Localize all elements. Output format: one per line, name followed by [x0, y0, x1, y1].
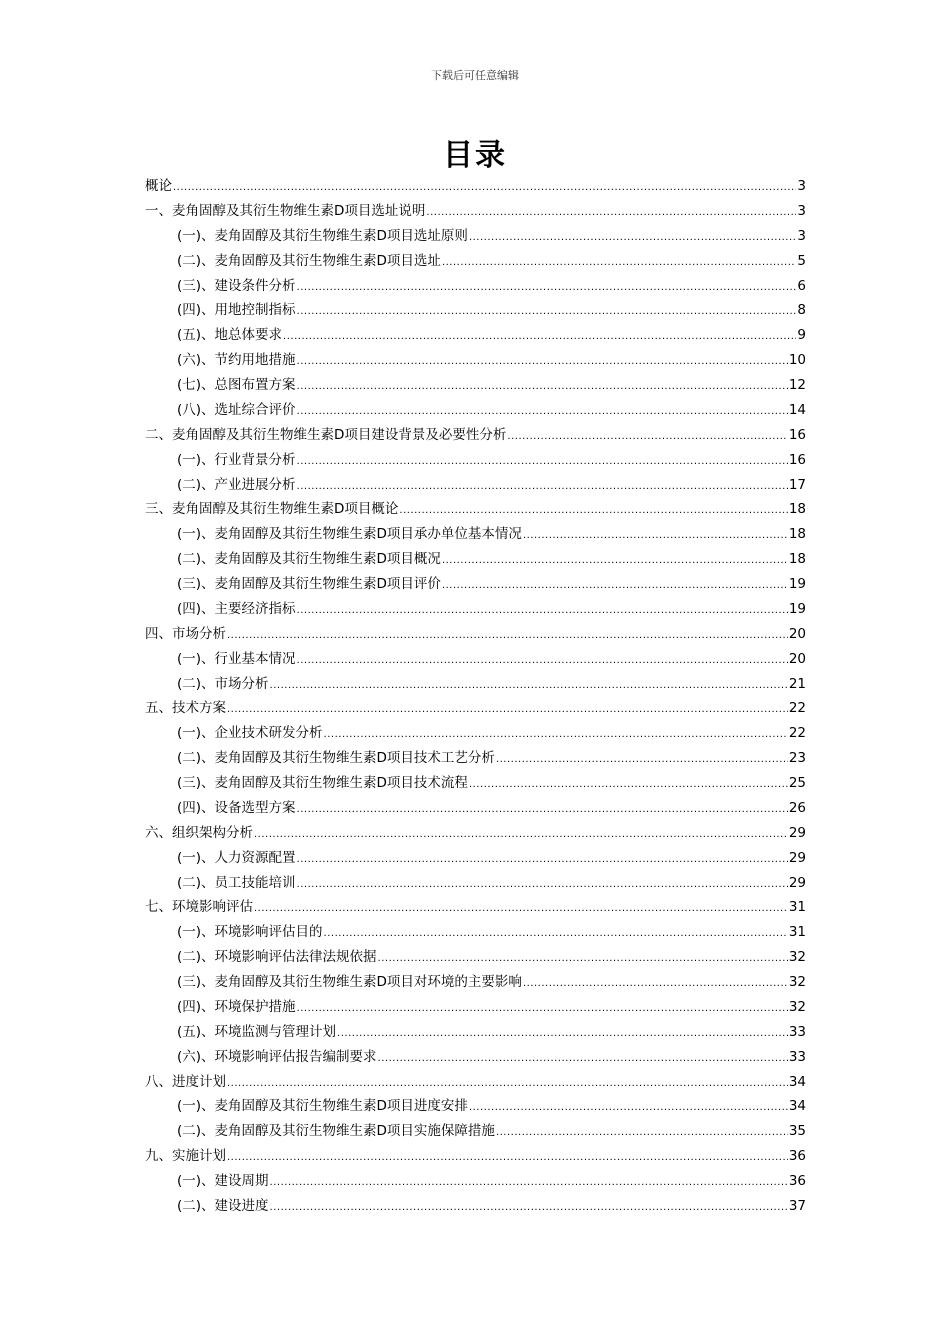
toc-entry-page: 33 — [788, 1023, 806, 1040]
toc-entry-page: 34 — [788, 1098, 806, 1115]
page-header: 下载后可任意编辑 — [431, 69, 519, 82]
toc-entry-title: (二)、市场分析 — [177, 675, 269, 692]
toc-dot-leader — [297, 798, 788, 823]
toc-entry-title: (四)、主要经济指标 — [177, 600, 296, 617]
toc-dot-leader — [297, 375, 788, 400]
toc-dot-leader — [227, 1146, 788, 1171]
toc-entry[interactable] — [145, 423, 806, 448]
toc-dot-leader — [254, 897, 788, 922]
toc-entry-title: (六)、环境影响评估报告编制要求 — [177, 1048, 377, 1065]
toc-entry[interactable] — [145, 497, 806, 522]
toc-entry[interactable] — [145, 249, 806, 274]
toc-entry-page: 29 — [788, 874, 806, 891]
toc-entry[interactable] — [145, 298, 806, 323]
toc-entry-title: (七)、总图布置方案 — [177, 377, 296, 393]
toc-entry[interactable] — [145, 323, 806, 348]
toc-entry-page: 29 — [788, 849, 806, 866]
toc-dot-leader — [297, 300, 797, 325]
toc-dot-leader — [324, 922, 788, 947]
toc-entry-page: 18 — [788, 501, 806, 518]
toc-dot-leader — [297, 997, 788, 1022]
toc-entry[interactable] — [145, 448, 806, 473]
toc-entry-page: 3 — [797, 178, 806, 194]
toc-entry-page: 16 — [788, 451, 806, 468]
toc-entry-title: (一)、行业基本情况 — [177, 650, 296, 667]
toc-entry[interactable] — [145, 920, 806, 945]
toc-dot-leader — [297, 350, 788, 375]
toc-entry-page: 26 — [788, 799, 806, 816]
toc-entry-title: (二)、产业进展分析 — [177, 476, 296, 493]
toc-entry-title: (二)、建设进度 — [177, 1197, 269, 1214]
toc-entry-page: 35 — [788, 1123, 806, 1140]
toc-entry[interactable] — [145, 348, 806, 373]
toc-dot-leader — [469, 226, 796, 251]
toc-entry-title: (一)、麦角固醇及其衍生物维生素D项目选址原则 — [177, 227, 468, 244]
toc-entry-page: 18 — [788, 526, 806, 543]
toc-entry[interactable] — [145, 547, 806, 572]
toc-entry-title: (三)、麦角固醇及其衍生物维生素D项目技术流程 — [177, 775, 468, 791]
toc-entry-page: 21 — [788, 675, 806, 692]
toc-entry[interactable] — [145, 373, 806, 398]
toc-entry[interactable] — [145, 771, 806, 796]
toc-entry[interactable] — [145, 224, 806, 249]
toc-entry-title: 一、麦角固醇及其衍生物维生素D项目选址说明 — [145, 202, 426, 219]
toc-entry[interactable] — [145, 945, 806, 970]
toc-entry-title: (八)、选址综合评价 — [177, 401, 296, 418]
toc-entry-page: 31 — [788, 924, 806, 941]
toc-dot-leader — [173, 176, 796, 201]
toc-entry-title: (一)、行业背景分析 — [177, 451, 296, 468]
toc-entry[interactable] — [145, 696, 806, 721]
toc-entry-title: (六)、节约用地措施 — [177, 352, 296, 369]
toc-entry[interactable] — [145, 846, 806, 871]
toc-entry-title: (一)、企业技术研发分析 — [177, 725, 323, 742]
toc-dot-leader — [442, 549, 788, 574]
toc-entry[interactable] — [145, 871, 806, 896]
toc-entry[interactable] — [145, 522, 806, 547]
toc-entry-page: 16 — [788, 426, 806, 443]
toc-dot-leader — [523, 972, 788, 997]
toc-dot-leader — [270, 674, 788, 699]
toc-entry-page: 29 — [788, 824, 806, 841]
toc-entry[interactable] — [145, 622, 806, 647]
toc-entry-page: 36 — [788, 1173, 806, 1189]
toc-entry-title: 概论 — [145, 178, 172, 194]
toc-entry[interactable] — [145, 1070, 806, 1095]
toc-dot-leader — [297, 599, 788, 624]
toc-dot-leader — [324, 723, 788, 748]
toc-entry[interactable] — [145, 672, 806, 697]
toc-entry-title: 七、环境影响评估 — [145, 899, 253, 916]
toc-entry-title: (三)、建设条件分析 — [177, 277, 296, 294]
toc-entry[interactable] — [145, 199, 806, 224]
toc-entry-title: (一)、建设周期 — [177, 1173, 269, 1189]
page-title: 目录 — [443, 138, 507, 173]
toc-entry-title: (一)、麦角固醇及其衍生物维生素D项目进度安排 — [177, 1098, 468, 1115]
toc-dot-leader — [270, 1196, 788, 1221]
toc-entry-page: 17 — [788, 476, 806, 493]
toc-entry[interactable] — [145, 647, 806, 672]
toc-entry-title: (二)、麦角固醇及其衍生物维生素D项目选址 — [177, 252, 441, 269]
toc-entry-title: (四)、环境保护措施 — [177, 998, 296, 1015]
toc-entry-title: (三)、麦角固醇及其衍生物维生素D项目评价 — [177, 576, 441, 592]
toc-dot-leader — [270, 1171, 788, 1196]
toc-entry-page: 32 — [788, 974, 806, 990]
toc-dot-leader — [399, 499, 787, 524]
toc-entry-title: (二)、员工技能培训 — [177, 874, 296, 891]
toc-entry-page: 22 — [788, 700, 806, 717]
toc-entry-page: 32 — [788, 949, 806, 966]
toc-entry[interactable] — [145, 796, 806, 821]
toc-dot-leader — [297, 400, 788, 425]
toc-entry-title: (三)、麦角固醇及其衍生物维生素D项目对环境的主要影响 — [177, 974, 522, 990]
toc-entry-page: 5 — [797, 252, 806, 269]
toc-entry[interactable] — [145, 1119, 806, 1144]
toc-entry[interactable] — [145, 895, 806, 920]
toc-dot-leader — [227, 698, 788, 723]
toc-entry-title: (一)、人力资源配置 — [177, 849, 296, 866]
toc-dot-leader — [297, 450, 788, 475]
toc-entry-page: 31 — [788, 899, 806, 916]
toc-dot-leader — [523, 524, 788, 549]
toc-entry[interactable] — [145, 597, 806, 622]
toc-entry-page: 32 — [788, 998, 806, 1015]
toc-dot-leader — [378, 947, 788, 972]
toc-dot-leader — [297, 276, 797, 301]
toc-dot-leader — [442, 251, 796, 276]
toc-entry-title: (一)、环境影响评估目的 — [177, 924, 323, 941]
toc-entry[interactable] — [145, 174, 806, 199]
toc-entry-page: 20 — [788, 650, 806, 667]
toc-dot-leader — [227, 624, 788, 649]
toc-entry-page: 9 — [797, 327, 806, 344]
toc-dot-leader — [254, 823, 788, 848]
toc-entry[interactable] — [145, 1020, 806, 1045]
toc-entry-page: 12 — [788, 377, 806, 393]
toc-dot-leader — [297, 873, 788, 898]
toc-dot-leader — [337, 1022, 788, 1047]
toc-entry-page: 18 — [788, 551, 806, 568]
toc-dot-leader — [426, 201, 796, 226]
toc-entry[interactable] — [145, 473, 806, 498]
toc-entry-page: 6 — [797, 277, 806, 294]
toc-entry-title: 三、麦角固醇及其衍生物维生素D项目概论 — [145, 501, 399, 518]
toc-entry[interactable] — [145, 572, 806, 597]
toc-dot-leader — [297, 649, 788, 674]
toc-dot-leader — [378, 1047, 788, 1072]
toc-entry-page: 8 — [797, 302, 806, 319]
toc-entry-page: 19 — [788, 576, 806, 592]
toc-entry-title: (二)、麦角固醇及其衍生物维生素D项目概况 — [177, 551, 441, 568]
toc-entry-title: 四、市场分析 — [145, 625, 226, 642]
toc-entry-title: (五)、环境监测与管理计划 — [177, 1023, 337, 1040]
toc-dot-leader — [442, 574, 788, 599]
toc-entry-page: 19 — [788, 600, 806, 617]
toc-entry[interactable] — [145, 1144, 806, 1169]
toc-dot-leader — [507, 425, 787, 450]
toc-entry[interactable] — [145, 1194, 806, 1219]
toc-entry-page: 36 — [788, 1148, 806, 1165]
toc-entry-title: (一)、麦角固醇及其衍生物维生素D项目承办单位基本情况 — [177, 526, 522, 543]
toc-entry-title: (四)、设备选型方案 — [177, 799, 296, 816]
toc-entry-title: 九、实施计划 — [145, 1148, 226, 1165]
toc-dot-leader — [496, 1121, 788, 1146]
toc-entry-title: (四)、用地控制指标 — [177, 302, 296, 319]
toc-entry-title: 八、进度计划 — [145, 1073, 226, 1090]
toc-entry[interactable] — [145, 1169, 806, 1194]
toc-dot-leader — [283, 325, 796, 350]
toc-entry-page: 10 — [788, 352, 806, 369]
toc-entry-title: (二)、麦角固醇及其衍生物维生素D项目实施保障措施 — [177, 1123, 495, 1140]
toc-entry[interactable] — [145, 274, 806, 299]
toc-entry-page: 34 — [788, 1073, 806, 1090]
toc-entry-page: 14 — [788, 401, 806, 418]
toc-entry-title: (二)、麦角固醇及其衍生物维生素D项目技术工艺分析 — [177, 750, 495, 767]
toc-entry[interactable] — [145, 721, 806, 746]
toc-entry-page: 33 — [788, 1048, 806, 1065]
toc-entry-page: 22 — [788, 725, 806, 742]
toc-entry[interactable] — [145, 746, 806, 771]
toc-entry[interactable] — [145, 970, 806, 995]
toc-dot-leader — [297, 848, 788, 873]
toc-dot-leader — [469, 1096, 788, 1121]
toc-entry-page: 20 — [788, 625, 806, 642]
toc-entry-title: 六、组织架构分析 — [145, 824, 253, 841]
toc-entry-page: 3 — [797, 202, 806, 219]
table-of-contents — [145, 174, 806, 1219]
toc-entry[interactable] — [145, 398, 806, 423]
toc-entry[interactable] — [145, 1094, 806, 1119]
toc-entry-page: 25 — [788, 775, 806, 791]
toc-entry-title: (二)、环境影响评估法律法规依据 — [177, 949, 377, 966]
toc-entry[interactable] — [145, 995, 806, 1020]
toc-entry-title: (五)、地总体要求 — [177, 327, 283, 344]
toc-dot-leader — [469, 773, 788, 798]
toc-entry[interactable] — [145, 1045, 806, 1070]
toc-entry-title: 二、麦角固醇及其衍生物维生素D项目建设背景及必要性分析 — [145, 426, 507, 443]
toc-dot-leader — [227, 1072, 788, 1097]
toc-entry[interactable] — [145, 821, 806, 846]
toc-entry-page: 37 — [788, 1197, 806, 1214]
toc-entry-title: 五、技术方案 — [145, 700, 226, 717]
toc-entry-page: 23 — [788, 750, 806, 767]
toc-entry-page: 3 — [797, 227, 806, 244]
toc-dot-leader — [297, 475, 788, 500]
toc-dot-leader — [496, 748, 788, 773]
